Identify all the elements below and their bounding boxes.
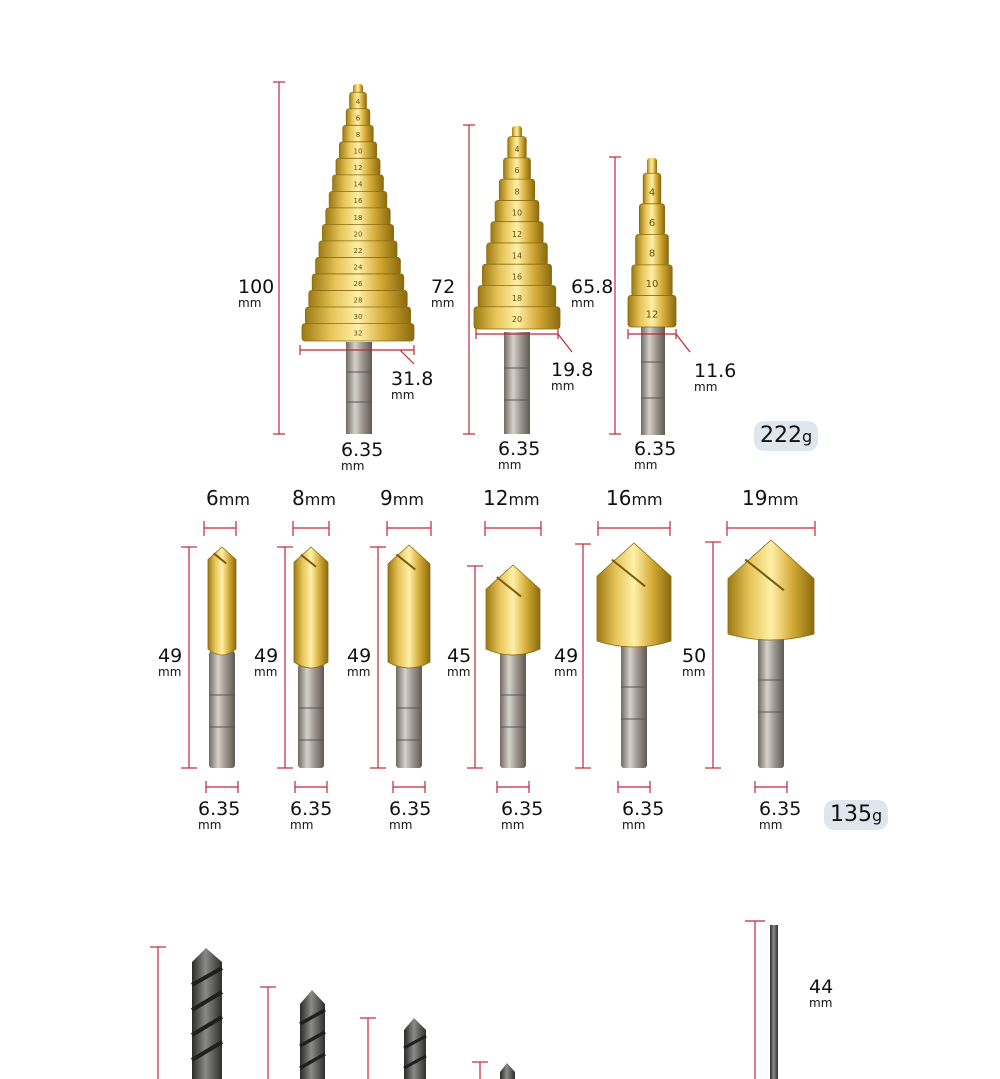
shank-value: 6.35 bbox=[634, 438, 677, 460]
length-label bbox=[254, 647, 278, 678]
size-unit: mm bbox=[392, 490, 424, 509]
length-label bbox=[682, 647, 706, 678]
shank-unit: mm bbox=[198, 818, 222, 832]
length-label bbox=[431, 278, 455, 309]
countersink-head bbox=[728, 540, 814, 640]
diameter-label bbox=[391, 370, 433, 401]
length-value: 72 bbox=[431, 276, 456, 298]
countersink-bit bbox=[575, 521, 671, 793]
shank-unit: mm bbox=[634, 458, 658, 472]
diameter-unit: mm bbox=[694, 380, 718, 394]
shank-label bbox=[290, 800, 332, 831]
diameter-value: 31.8 bbox=[391, 368, 434, 390]
step-mark-label: 30 bbox=[353, 312, 363, 321]
shank-value: 6.35 bbox=[198, 798, 241, 820]
shank-value: 6.35 bbox=[498, 438, 541, 460]
length-value: 100 bbox=[238, 276, 275, 298]
length-unit: mm bbox=[238, 296, 262, 310]
shank-unit: mm bbox=[501, 818, 525, 832]
diameter-label bbox=[551, 361, 593, 392]
countersink-bit bbox=[370, 521, 431, 793]
step-mark-label: 6 bbox=[355, 114, 361, 123]
shank-value: 6.35 bbox=[622, 798, 665, 820]
step-mark-label: 8 bbox=[355, 131, 361, 140]
step-mark-label: 10 bbox=[645, 278, 659, 290]
size-header bbox=[606, 488, 663, 508]
shank-value: 6.35 bbox=[290, 798, 333, 820]
size-value: 12 bbox=[483, 486, 509, 510]
shank-unit: mm bbox=[759, 818, 783, 832]
shank-unit: mm bbox=[389, 818, 413, 832]
shank-label bbox=[389, 800, 431, 831]
length-label bbox=[158, 647, 182, 678]
length-value: 49 bbox=[158, 645, 183, 667]
shank-value: 6.35 bbox=[389, 798, 432, 820]
size-header bbox=[206, 488, 250, 508]
size-value: 6 bbox=[206, 486, 219, 510]
length-value: 49 bbox=[254, 645, 279, 667]
size-header bbox=[380, 488, 424, 508]
length-value: 49 bbox=[347, 645, 372, 667]
shank-label bbox=[501, 800, 543, 831]
diameter-value: 11.6 bbox=[694, 360, 737, 382]
shank-value: 6.35 bbox=[759, 798, 802, 820]
shank-unit: mm bbox=[498, 458, 522, 472]
length-label bbox=[447, 647, 471, 678]
shank-label bbox=[634, 440, 676, 471]
step-mark-label: 16 bbox=[511, 272, 523, 282]
step-mark-label: 10 bbox=[353, 147, 363, 156]
step-mark-label: 14 bbox=[511, 251, 523, 261]
length-unit: mm bbox=[254, 665, 278, 679]
step-mark-label: 28 bbox=[353, 296, 363, 305]
height-dimension-lines bbox=[150, 921, 765, 1079]
drill-image bbox=[628, 158, 676, 435]
length-unit: mm bbox=[682, 665, 706, 679]
hex-shank bbox=[621, 643, 647, 768]
shank-value: 6.35 bbox=[501, 798, 544, 820]
length-value: 65.8 bbox=[571, 276, 614, 298]
drill-image bbox=[474, 126, 560, 434]
shank-label bbox=[759, 800, 801, 831]
step-drill-small bbox=[609, 157, 690, 435]
diameter-unit: mm bbox=[391, 388, 415, 402]
countersink-bit bbox=[181, 521, 238, 793]
length-unit: mm bbox=[431, 296, 455, 310]
size-value: 9 bbox=[380, 486, 393, 510]
diameter-value: 19.8 bbox=[551, 359, 594, 381]
diameter-unit: mm bbox=[551, 379, 575, 393]
shank-unit: mm bbox=[290, 818, 314, 832]
step-mark-label: 10 bbox=[511, 208, 523, 218]
shank-unit: mm bbox=[341, 459, 365, 473]
length-label bbox=[571, 278, 613, 309]
step-mark-label: 18 bbox=[353, 213, 363, 222]
countersink-head bbox=[597, 543, 671, 647]
shank-label bbox=[498, 440, 540, 471]
shank-label bbox=[341, 441, 383, 472]
size-header bbox=[292, 488, 336, 508]
twist-drill-set bbox=[150, 921, 778, 1079]
hex-shank bbox=[209, 651, 235, 768]
countersink-bit bbox=[705, 521, 815, 793]
size-value: 19 bbox=[742, 486, 768, 510]
length-unit: mm bbox=[554, 665, 578, 679]
countersink-head bbox=[486, 565, 540, 655]
weight-unit: g bbox=[872, 806, 883, 825]
size-header bbox=[742, 488, 799, 508]
step-mark-label: 24 bbox=[353, 263, 363, 272]
step-mark-label: 4 bbox=[648, 187, 656, 199]
height-dimension-line bbox=[273, 82, 285, 434]
length-label bbox=[554, 647, 578, 678]
drill-rod bbox=[770, 925, 778, 1079]
twist-drill bbox=[404, 1018, 426, 1079]
size-value: 8 bbox=[292, 486, 305, 510]
length-value: 45 bbox=[447, 645, 472, 667]
step-mark-label: 12 bbox=[511, 229, 523, 239]
size-unit: mm bbox=[767, 490, 799, 509]
rod-length-label bbox=[809, 978, 833, 1009]
countersink-bit bbox=[467, 521, 541, 793]
twist-drill bbox=[192, 948, 222, 1079]
weight-badge bbox=[824, 800, 888, 830]
size-unit: mm bbox=[304, 490, 336, 509]
weight-value: 135 bbox=[830, 802, 872, 827]
length-unit: mm bbox=[571, 296, 595, 310]
shank-value: 6.35 bbox=[341, 439, 384, 461]
step-mark-label: 6 bbox=[648, 217, 656, 229]
rod-length-unit: mm bbox=[809, 996, 833, 1010]
length-unit: mm bbox=[158, 665, 182, 679]
step-mark-label: 12 bbox=[353, 164, 363, 173]
shank-unit: mm bbox=[622, 818, 646, 832]
size-unit: mm bbox=[508, 490, 540, 509]
size-value: 16 bbox=[606, 486, 632, 510]
length-value: 49 bbox=[554, 645, 579, 667]
countersink-head bbox=[208, 547, 236, 655]
shank-label bbox=[198, 800, 240, 831]
step-mark-label: 32 bbox=[353, 329, 363, 338]
step-mark-label: 4 bbox=[355, 98, 361, 107]
countersink-bit bbox=[277, 521, 329, 793]
step-mark-label: 6 bbox=[514, 166, 520, 176]
weight-unit: g bbox=[802, 427, 813, 446]
rod-length-value: 44 bbox=[809, 976, 834, 998]
step-mark-label: 26 bbox=[353, 279, 363, 288]
length-unit: mm bbox=[447, 665, 471, 679]
length-value: 50 bbox=[682, 645, 707, 667]
step-mark-label: 16 bbox=[353, 197, 363, 206]
step-mark-label: 20 bbox=[511, 315, 523, 325]
length-label bbox=[238, 278, 274, 309]
hex-shank bbox=[396, 664, 422, 768]
height-dimension-line bbox=[463, 125, 475, 434]
step-mark-label: 8 bbox=[514, 187, 520, 197]
shank-label bbox=[622, 800, 664, 831]
diameter-label bbox=[694, 362, 736, 393]
weight-value: 222 bbox=[760, 423, 802, 448]
hex-shank bbox=[298, 664, 324, 768]
twist-drill bbox=[500, 1063, 515, 1079]
step-mark-label: 14 bbox=[353, 180, 363, 189]
length-unit: mm bbox=[347, 665, 371, 679]
step-mark-label: 8 bbox=[648, 248, 656, 260]
size-unit: mm bbox=[631, 490, 663, 509]
step-mark-label: 20 bbox=[353, 230, 363, 239]
size-unit: mm bbox=[218, 490, 250, 509]
step-mark-label: 4 bbox=[514, 144, 520, 154]
size-header bbox=[483, 488, 540, 508]
step-mark-label: 18 bbox=[511, 293, 523, 303]
hex-shank bbox=[758, 636, 784, 768]
hex-shank bbox=[500, 651, 526, 768]
twist-drill bbox=[300, 990, 325, 1079]
step-mark-label: 22 bbox=[353, 246, 363, 255]
length-label bbox=[347, 647, 371, 678]
step-mark-label: 12 bbox=[645, 309, 659, 321]
weight-badge bbox=[754, 421, 818, 451]
countersink-head bbox=[294, 547, 328, 668]
